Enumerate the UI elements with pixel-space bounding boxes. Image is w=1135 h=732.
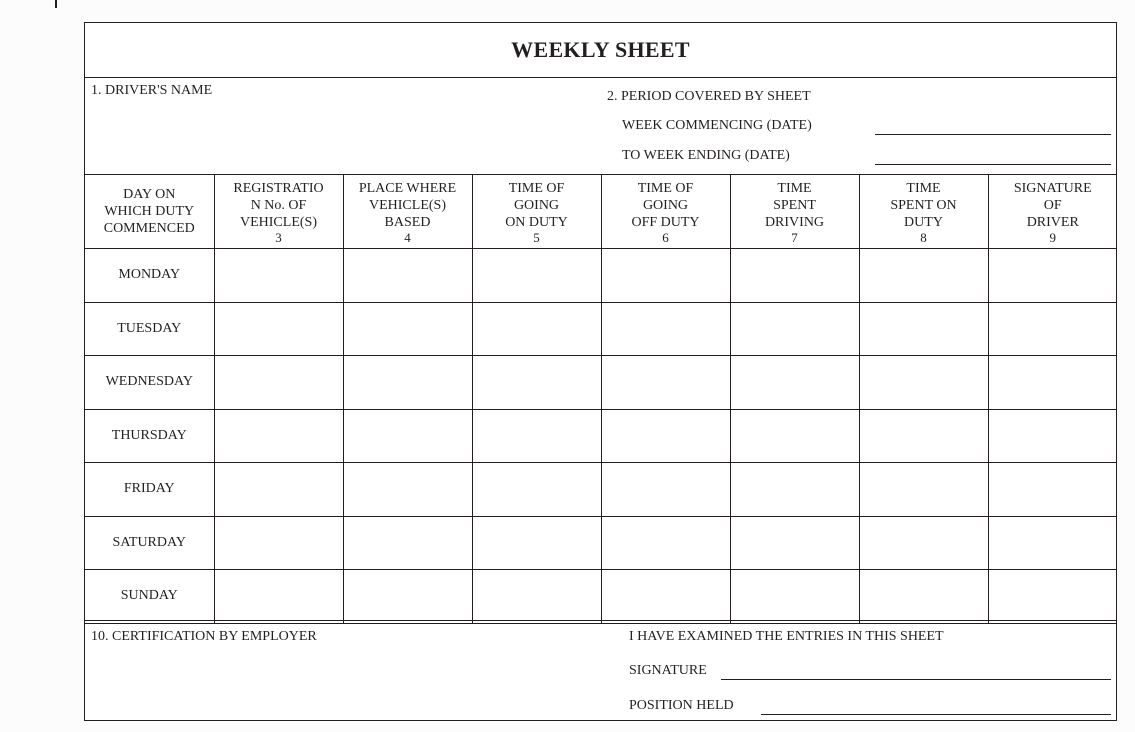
- column-header-label: TIME SPENT ON DUTY: [890, 180, 957, 230]
- certification-statement: I HAVE EXAMINED THE ENTRIES IN THIS SHEET: [629, 629, 944, 644]
- column-number: 7: [791, 229, 798, 245]
- table-cell[interactable]: [601, 409, 730, 463]
- table-cell[interactable]: [730, 249, 859, 303]
- table-cell[interactable]: [601, 302, 730, 356]
- table-cell[interactable]: [730, 463, 859, 517]
- column-header: [730, 175, 859, 249]
- column-header-label: PLACE WHERE VEHICLE(S) BASED: [358, 180, 457, 230]
- day-label: SATURDAY: [85, 516, 214, 570]
- table-cell[interactable]: [859, 356, 988, 410]
- day-rows: [85, 249, 1117, 624]
- column-header: [859, 175, 988, 249]
- table-cell[interactable]: [214, 409, 343, 463]
- table-cell[interactable]: [343, 409, 472, 463]
- table-row: [85, 463, 1117, 517]
- table-cell[interactable]: [601, 356, 730, 410]
- table-cell[interactable]: [472, 249, 601, 303]
- table-cell[interactable]: [472, 463, 601, 517]
- week-commencing-line: [875, 134, 1111, 135]
- table-cell[interactable]: [988, 409, 1117, 463]
- table-cell[interactable]: [343, 302, 472, 356]
- column-number: 6: [662, 229, 669, 245]
- form-title: WEEKLY SHEET: [85, 23, 1116, 78]
- column-header-label: TIME OF GOING ON DUTY: [505, 180, 568, 230]
- column-header-label: SIGNATURE OF DRIVER: [1013, 180, 1092, 230]
- week-commencing-label: WEEK COMMENCING (DATE): [622, 118, 812, 133]
- table-cell[interactable]: [859, 516, 988, 570]
- day-label: THURSDAY: [85, 409, 214, 463]
- position-held-line[interactable]: [761, 714, 1111, 715]
- certification-label: 10. CERTIFICATION BY EMPLOYER: [91, 629, 317, 644]
- column-header-label: TIME OF GOING OFF DUTY: [631, 180, 700, 230]
- week-ending-label: TO WEEK ENDING (DATE): [622, 148, 790, 163]
- column-number: 5: [533, 229, 540, 245]
- week-ending-line: [875, 164, 1111, 165]
- table-cell[interactable]: [472, 302, 601, 356]
- table-cell[interactable]: [343, 516, 472, 570]
- table-cell[interactable]: [988, 356, 1117, 410]
- column-header: [343, 175, 472, 249]
- table-row: [85, 356, 1117, 410]
- table-cell[interactable]: [601, 570, 730, 624]
- table-cell[interactable]: [472, 516, 601, 570]
- table-cell[interactable]: [472, 356, 601, 410]
- table-cell[interactable]: [214, 249, 343, 303]
- driver-name-label: 1. DRIVER'S NAME: [91, 83, 213, 98]
- table-cell[interactable]: [988, 302, 1117, 356]
- table-cell[interactable]: [214, 302, 343, 356]
- table-row: [85, 302, 1117, 356]
- column-header: [601, 175, 730, 249]
- driver-name-field[interactable]: [99, 112, 579, 142]
- table-cell[interactable]: [988, 570, 1117, 624]
- position-held-label: POSITION HELD: [629, 698, 734, 713]
- table-cell[interactable]: [730, 409, 859, 463]
- table-row: [85, 570, 1117, 624]
- column-header: [988, 175, 1117, 249]
- table-cell[interactable]: [988, 463, 1117, 517]
- column-header: [472, 175, 601, 249]
- table-cell[interactable]: [730, 570, 859, 624]
- table-cell[interactable]: [988, 249, 1117, 303]
- day-label: SUNDAY: [85, 570, 214, 624]
- column-header-label: DAY ON WHICH DUTY COMMENCED: [103, 187, 195, 236]
- day-label: WEDNESDAY: [85, 356, 214, 410]
- column-number: 9: [1049, 229, 1056, 245]
- table-cell[interactable]: [988, 516, 1117, 570]
- certification-section: [85, 620, 1116, 720]
- day-label: MONDAY: [85, 249, 214, 303]
- column-header-label: TIME SPENT DRIVING: [764, 180, 825, 230]
- table-cell[interactable]: [859, 463, 988, 517]
- table-cell[interactable]: [214, 516, 343, 570]
- table-cell[interactable]: [730, 302, 859, 356]
- signature-label: SIGNATURE: [629, 663, 707, 678]
- table-header-row: [85, 175, 1117, 249]
- table-cell[interactable]: [859, 409, 988, 463]
- column-number: 8: [920, 229, 927, 245]
- table-cell[interactable]: [601, 249, 730, 303]
- table-cell[interactable]: [214, 570, 343, 624]
- column-header-label: REGISTRATIO N No. OF VEHICLE(S): [233, 180, 324, 230]
- table-row: [85, 249, 1117, 303]
- duty-table: [85, 174, 1117, 624]
- table-cell[interactable]: [859, 570, 988, 624]
- table-cell[interactable]: [343, 356, 472, 410]
- table-cell[interactable]: [343, 570, 472, 624]
- weekly-sheet-form: [84, 22, 1117, 721]
- table-row: [85, 516, 1117, 570]
- column-number: 3: [275, 229, 282, 245]
- day-label: TUESDAY: [85, 302, 214, 356]
- table-cell[interactable]: [214, 463, 343, 517]
- table-cell[interactable]: [859, 249, 988, 303]
- table-cell[interactable]: [343, 249, 472, 303]
- table-cell[interactable]: [730, 356, 859, 410]
- table-cell[interactable]: [472, 409, 601, 463]
- period-label: 2. PERIOD COVERED BY SHEET: [607, 89, 811, 104]
- table-cell[interactable]: [601, 463, 730, 517]
- signature-line[interactable]: [721, 679, 1111, 680]
- table-cell[interactable]: [214, 356, 343, 410]
- column-number: 4: [404, 229, 411, 245]
- table-cell[interactable]: [601, 516, 730, 570]
- day-label: FRIDAY: [85, 463, 214, 517]
- table-cell[interactable]: [472, 570, 601, 624]
- table-cell[interactable]: [730, 516, 859, 570]
- table-row: [85, 409, 1117, 463]
- column-header: [85, 175, 214, 249]
- table-cell[interactable]: [859, 302, 988, 356]
- column-header: [214, 175, 343, 249]
- table-cell[interactable]: [343, 463, 472, 517]
- header-info-section: [85, 78, 1116, 174]
- corner-tick-mark: [55, 0, 57, 8]
